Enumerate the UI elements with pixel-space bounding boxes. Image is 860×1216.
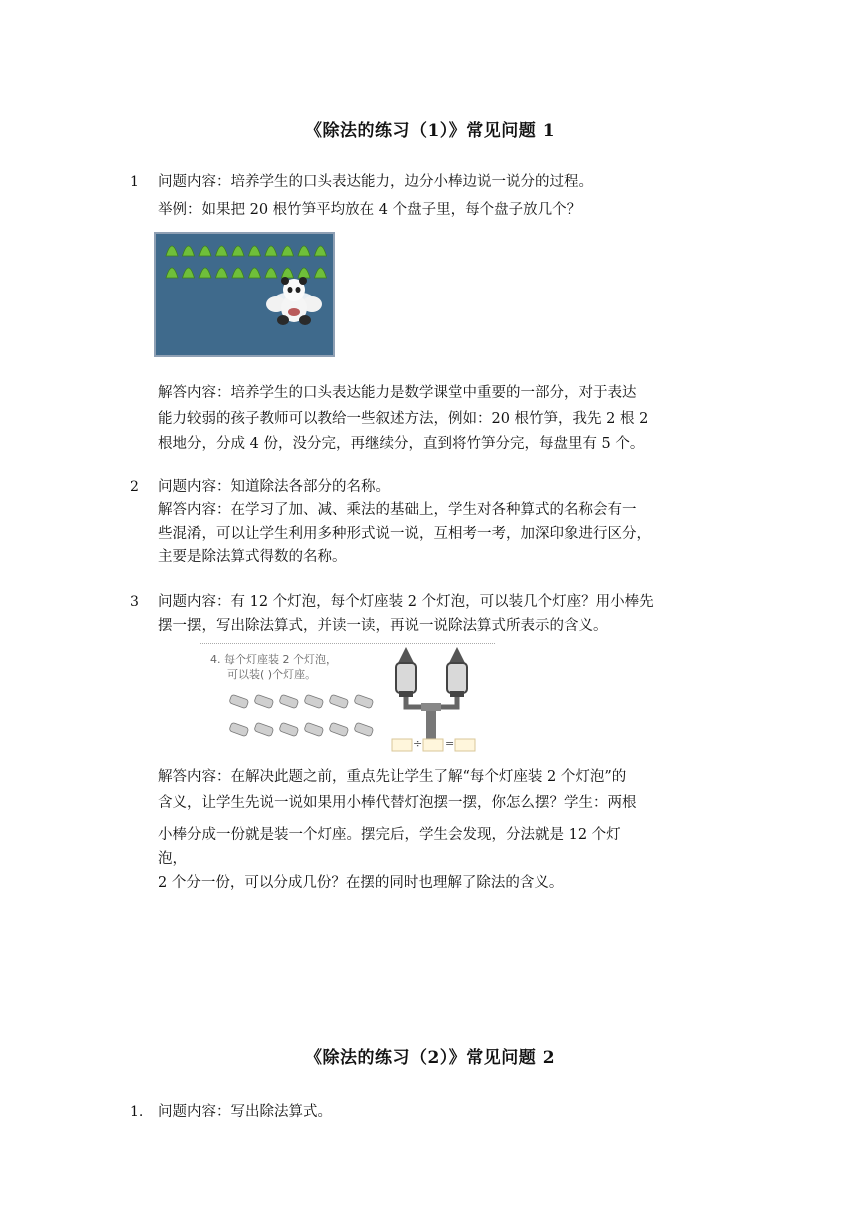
- answer-line: 些混淆，可以让学生利用多种形式说一说，互相考一考，加深印象进行区分，: [158, 526, 651, 542]
- bamboo-shoot-icon: [315, 268, 327, 278]
- light-bulb-icon: [354, 722, 374, 737]
- answer-line: 泡，: [158, 851, 187, 867]
- bulbs-icon: [229, 694, 374, 737]
- street-lamp-icon: [396, 647, 467, 751]
- answer-line: 含义，让学生先说一说如果用小棒代替灯泡摆一摆，你怎么摆？学生：两根: [158, 795, 637, 811]
- answer-line: 2 个分一份，可以分成几份？在摆的同时也理解了除法的含义。: [158, 875, 564, 891]
- bamboo-shoot-icon: [232, 268, 244, 278]
- bamboo-shoot-icon: [282, 268, 294, 278]
- answer-line: 解答内容：在解决此题之前，重点先让学生了解“每个灯座装 2 个灯泡”的: [158, 769, 627, 785]
- section2-title: 《除法的练习（2）》常见问题 2: [304, 1048, 556, 1068]
- figure-caption-2: 可以装( )个灯座。: [227, 668, 317, 681]
- bamboo-shoot-icon: [282, 246, 294, 256]
- light-bulb-icon: [354, 694, 374, 709]
- bamboo-shoot-icon: [183, 268, 195, 278]
- bamboo-shoot-icon: [265, 246, 277, 256]
- bamboo-shoot-icon: [216, 268, 228, 278]
- light-bulb-icon: [229, 722, 249, 737]
- item-number: 1: [130, 174, 139, 190]
- answer-line: 根地分，分成 4 份，没分完，再继续分，直到将竹笋分完，每盘里有 5 个。: [158, 436, 645, 452]
- divide-sign: ÷: [413, 737, 423, 750]
- bamboo-shoot-icon: [298, 268, 310, 278]
- bamboo-shoot-icon: [232, 246, 244, 256]
- light-bulb-icon: [304, 722, 324, 737]
- question-text: 问题内容：培养学生的口头表达能力，边分小棒边说一说分的过程。: [158, 174, 593, 190]
- answer-line: 解答内容：在学习了加、减、乘法的基础上，学生对各种算式的名称会有一: [158, 502, 637, 518]
- item-number: 3: [130, 594, 139, 610]
- bamboo-shoot-icon: [315, 246, 327, 256]
- bamboo-shoot-icon: [199, 268, 211, 278]
- answer-line: 能力较弱的孩子教师可以教给一些叙述方法，例如：20 根竹笋，我先 2 根 2: [158, 411, 649, 427]
- question-text: 问题内容：写出除法算式。: [158, 1104, 332, 1120]
- bamboo-shoot-icon: [166, 246, 178, 256]
- light-bulb-icon: [279, 722, 299, 737]
- answer-line: 解答内容：培养学生的口头表达能力是数学课堂中重要的一部分，对于表达: [158, 385, 637, 401]
- bamboo-shoot-icon: [166, 268, 178, 278]
- answer-line: 主要是除法算式得数的名称。: [158, 549, 347, 565]
- bamboo-shoot-icon: [249, 268, 261, 278]
- bamboo-panda-illustration: [156, 234, 333, 355]
- light-bulb-icon: [229, 694, 249, 709]
- bamboo-shoot-icon: [199, 246, 211, 256]
- item-number: 1.: [130, 1104, 144, 1120]
- light-bulb-icon: [279, 694, 299, 709]
- lamp-bulb-figure: [200, 641, 495, 756]
- bamboo-shoot-icon: [183, 246, 195, 256]
- item-number: 2: [130, 479, 139, 495]
- question-line: 问题内容：有 12 个灯泡，每个灯座装 2 个灯泡，可以装几个灯座？用小棒先: [158, 594, 654, 610]
- question-line: 摆一摆，写出除法算式，并读一读，再说一说除法算式所表示的含义。: [158, 618, 608, 634]
- question-text: 问题内容：知道除法各部分的名称。: [158, 479, 390, 495]
- light-bulb-icon: [329, 722, 349, 737]
- light-bulb-icon: [254, 694, 274, 709]
- bamboo-panda-figure: [154, 232, 335, 357]
- light-bulb-icon: [254, 722, 274, 737]
- section1-title: 《除法的练习（1）》常见问题 1: [304, 121, 556, 141]
- equals-sign: =: [445, 737, 455, 750]
- figure-caption-1: 4. 每个灯座装 2 个灯泡，: [210, 653, 337, 666]
- bamboo-shoot-icon: [249, 246, 261, 256]
- light-bulb-icon: [329, 694, 349, 709]
- panda-icon: [266, 277, 322, 325]
- bamboo-shoot-icon: [216, 246, 228, 256]
- answer-line: 小棒分成一份就是装一个灯座。摆完后，学生会发现，分法就是 12 个灯: [158, 827, 621, 843]
- light-bulb-icon: [304, 694, 324, 709]
- bamboo-shoot-icon: [298, 246, 310, 256]
- example-text: 举例：如果把 20 根竹笋平均放在 4 个盘子里，每个盘子放几个？: [158, 202, 582, 218]
- bamboo-shoot-icon: [265, 268, 277, 278]
